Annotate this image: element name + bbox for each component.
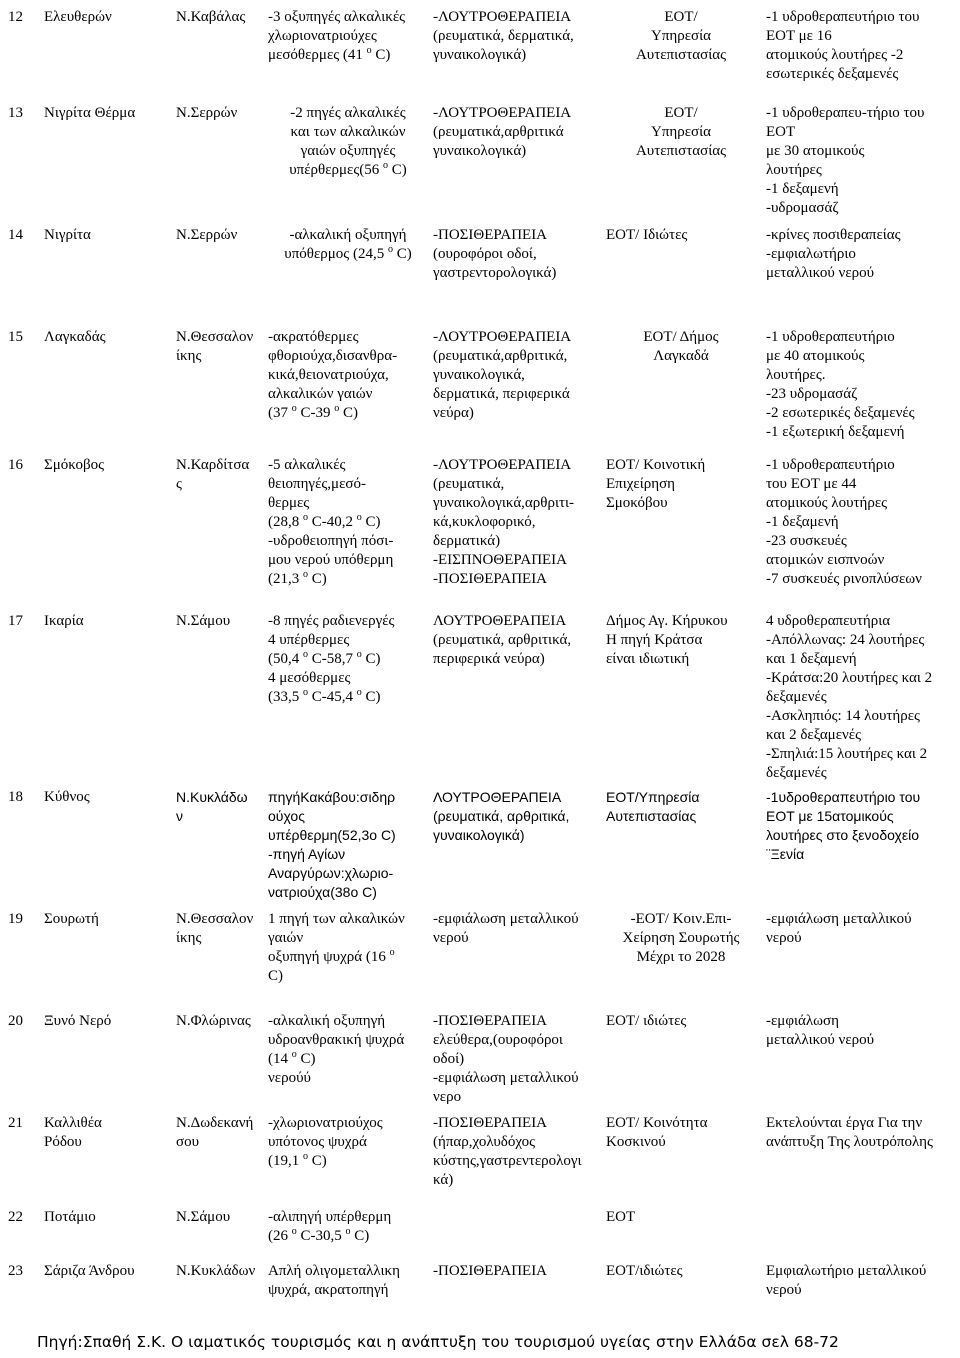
cell-line: (19,1 $^o$ C) — [268, 1151, 327, 1169]
cell-line: Λαγκαδά — [653, 348, 709, 364]
cell-line: 16 — [8, 457, 23, 473]
cell-name — [44, 910, 170, 929]
cell-th — [433, 456, 598, 589]
cell-line: ΛΟΥΤΡΟΘΕΡΑΠΕΙΑ — [433, 789, 562, 805]
cell-line: -ΕΙΣΠΝΟΘΕΡΑΠΕΙΑ — [433, 552, 568, 568]
cell-line: Κύθνος — [44, 789, 90, 805]
cell-line: Ικαρία — [44, 613, 84, 629]
cell-line: -5 αλκαλικές — [268, 457, 346, 473]
cell-line: Ν.Φλώρινας — [176, 1013, 251, 1029]
cell-line: Απλή ολιγομεταλλικη — [268, 1263, 400, 1279]
cell-line: -Σπηλιά:15 λουτήρες και 2 — [766, 746, 928, 762]
cell-line: νερού — [766, 1282, 802, 1298]
cell-line: χλωριονατριούχες — [268, 28, 377, 44]
cell-line: υπέρθερμες(56 $^o$ C) — [289, 160, 407, 178]
cell-line: (ρευματικά,αρθριτικά — [433, 124, 564, 140]
cell-fac — [766, 8, 954, 84]
cell-pref — [176, 1114, 262, 1152]
cell-line: νερού — [433, 930, 469, 946]
cell-fac — [766, 1012, 954, 1050]
cell-line: ατομικούς λουτήρες — [766, 495, 888, 511]
cell-line: -7 συσκευές ρινοπλύσεων — [766, 571, 922, 587]
cell-line: 20 — [8, 1013, 23, 1029]
cell-num — [8, 1114, 36, 1133]
cell-num — [8, 456, 36, 475]
cell-line: Αναργύρων:χλωριο- — [268, 865, 394, 881]
cell-line: Χείρηση Σουρωτής — [622, 930, 740, 946]
cell-line: ατομικούς λουτήρες -2 — [766, 47, 904, 63]
cell-line: ΕΟΤ με 16 — [766, 28, 832, 44]
cell-line: -αλκαλική οξυπηγή — [289, 227, 407, 243]
cell-mgmt — [606, 612, 756, 669]
cell-line: Ν.Σάμου — [176, 1209, 231, 1225]
cell-line: 21 — [8, 1115, 23, 1131]
cell-line: ΕΟΤ — [766, 124, 796, 140]
cell-src — [268, 104, 428, 180]
cell-line: (33,5 $^o$ C-45,4 $^o$ C) — [268, 687, 381, 705]
cell-line: φθοριούχα,δισανθρα- — [268, 348, 398, 364]
cell-line: ΕΟΤ/ Κοινότητα — [606, 1115, 708, 1131]
cell-line: 14 — [8, 227, 23, 243]
cell-line: Κοσκινού — [606, 1134, 666, 1150]
cell-line: υδροανθρακική ψυχρά — [268, 1032, 405, 1048]
cell-line: Λαγκαδάς — [44, 329, 106, 345]
cell-name — [44, 104, 170, 123]
cell-line: ¨Ξενία — [766, 846, 805, 862]
cell-th — [433, 328, 598, 423]
cell-num — [8, 328, 36, 347]
cell-line: -ΠΟΣΙΘΕΡΑΠΕΙΑ — [433, 1013, 548, 1029]
cell-line: δερματικά) — [433, 533, 501, 549]
cell-line: -ΛΟΥΤΡΟΘΕΡΑΠΕΙΑ — [433, 105, 572, 121]
cell-line: 4 υπέρθερμες — [268, 632, 350, 648]
cell-line: ΕΟΤ/ιδιώτες — [606, 1263, 683, 1279]
cell-pref — [176, 1208, 262, 1227]
cell-pref — [176, 8, 262, 27]
cell-line: ΕΟΤ/ Ιδιώτες — [606, 227, 688, 243]
cell-line: -εμφιάλωση μεταλλικού — [433, 911, 579, 927]
cell-line: ίκης — [176, 930, 202, 946]
cell-line: -8 πηγές ραδιενεργές — [268, 613, 395, 629]
cell-line: γυναικολογικά) — [433, 143, 527, 159]
cell-line: (ουροφόροι οδοί, — [433, 246, 537, 262]
cell-th — [433, 788, 598, 845]
cell-line: νερούύ — [268, 1070, 311, 1086]
cell-line: κά) — [433, 1172, 454, 1188]
cell-mgmt — [606, 456, 756, 513]
cell-line: ΕΟΤ/Υπηρεσία — [606, 789, 700, 805]
cell-line: -κρίνες ποσιθεραπείας — [766, 227, 901, 243]
cell-line: νερού — [766, 930, 802, 946]
cell-name — [44, 1208, 170, 1227]
cell-line: κικά,θειονατριούχα, — [268, 367, 389, 383]
cell-line: (ρευματικά, αρθριτικά, — [433, 632, 572, 648]
cell-line: Αυτεπιστασίας — [606, 808, 697, 824]
cell-line: νεύρα) — [433, 405, 474, 421]
cell-line: -Απόλλωνας: 24 λουτήρες — [766, 632, 925, 648]
cell-fac — [766, 104, 954, 218]
cell-line: του ΕΟΤ με 44 — [766, 476, 857, 492]
cell-pref — [176, 612, 262, 631]
cell-line: -ΛΟΥΤΡΟΘΕΡΑΠΕΙΑ — [433, 457, 572, 473]
cell-pref — [176, 788, 262, 826]
cell-line: -ΠΟΣΙΘΕΡΑΠΕΙΑ — [433, 571, 548, 587]
cell-line: υπέρθερμη(52,3ο C) — [268, 827, 396, 843]
cell-mgmt — [606, 1262, 756, 1281]
cell-name — [44, 226, 170, 245]
cell-line: Υπηρεσία — [650, 28, 711, 44]
cell-line: Ν.Θεσσαλον — [176, 329, 254, 345]
cell-name — [44, 8, 170, 27]
cell-line: Ν.Θεσσαλον — [176, 911, 254, 927]
cell-line: ΕΟΤ/ — [664, 9, 698, 25]
cell-name — [44, 1262, 170, 1281]
cell-fac — [766, 612, 954, 783]
cell-src — [268, 788, 428, 902]
cell-line: (ρευματικά, αρθριτικά, — [433, 808, 570, 824]
cell-line: 1 πηγή των αλκαλικών — [268, 911, 405, 927]
cell-pref — [176, 226, 262, 245]
cell-line: Εμφιαλωτήριο μεταλλικού — [766, 1263, 927, 1279]
cell-line: Ν.Σερρών — [176, 227, 238, 243]
cell-line: 12 — [8, 9, 23, 25]
cell-line: περιφερικά νεύρα) — [433, 651, 545, 667]
cell-line: γυναικολογικά) — [433, 47, 527, 63]
cell-line: νερο — [433, 1089, 462, 1105]
cell-line: ΛΟΥΤΡΟΘΕΡΑΠΕΙΑ — [433, 613, 567, 629]
cell-mgmt — [606, 328, 756, 366]
cell-line: (28,8 $^o$ C-40,2 $^o$ C) — [268, 512, 381, 530]
cell-src — [268, 456, 428, 589]
cell-num — [8, 910, 36, 929]
cell-line: Καλλιθέα — [44, 1115, 102, 1131]
cell-line: ΕΟΤ/ ιδιώτες — [606, 1013, 687, 1029]
cell-line: ανάπτυξη Της λουτρόπολης — [766, 1134, 933, 1150]
cell-line: υπότονος ψυχρά — [268, 1134, 367, 1150]
cell-line: γυναικολογικά, — [433, 367, 525, 383]
cell-line: -Ασκληπιός: 14 λουτήρες — [766, 708, 920, 724]
cell-pref — [176, 328, 262, 366]
cell-line: -1υδροθεραπευτήριο του — [766, 789, 921, 805]
cell-line: Υπηρεσία — [650, 124, 711, 140]
cell-name — [44, 1012, 170, 1031]
cell-pref — [176, 1012, 262, 1031]
cell-line: Ν.Δωδεκανή — [176, 1115, 254, 1131]
cell-line: Ν.Καβάλας — [176, 9, 246, 25]
cell-line: -εμφιάλωση μεταλλικού — [433, 1070, 579, 1086]
cell-line: νατριούχα(38ο C) — [268, 884, 377, 900]
cell-line: Ν.Σερρών — [176, 105, 238, 121]
cell-mgmt — [606, 1012, 756, 1031]
cell-src — [268, 1114, 428, 1171]
cell-line: Ν.Κυκλάδων — [176, 1263, 256, 1279]
cell-num — [8, 104, 36, 123]
cell-line: σου — [176, 1134, 200, 1150]
cell-line: Μέχρι το 2028 — [636, 949, 726, 965]
cell-line: Δήμος Αγ. Κήρυκου — [606, 613, 728, 629]
cell-line: Ν.Καρδίτσα — [176, 457, 250, 473]
cell-line: 23 — [8, 1263, 23, 1279]
cell-line: πηγήΚακάβου:σιδηρ — [268, 789, 396, 805]
cell-line: είναι ιδιωτική — [606, 651, 690, 667]
cell-src — [268, 226, 428, 264]
cell-line: -ΠΟΣΙΘΕΡΑΠΕΙΑ — [433, 227, 548, 243]
cell-line: Νιγρίτα Θέρμα — [44, 105, 136, 121]
cell-line: μεταλλικού νερού — [766, 1032, 875, 1048]
cell-num — [8, 1012, 36, 1031]
cell-mgmt — [606, 8, 756, 65]
cell-line: Νιγρίτα — [44, 227, 91, 243]
cell-fac — [766, 328, 954, 442]
cell-num — [8, 226, 36, 245]
cell-line: λουτήρες — [766, 162, 822, 178]
cell-line: -αλιπηγή υπέρθερμη — [268, 1209, 392, 1225]
cell-src — [268, 1262, 428, 1300]
cell-line: -ΕΟΤ/ Κοιν.Επι- — [630, 911, 732, 927]
cell-line: Αυτεπιστασίας — [635, 47, 727, 63]
cell-line: (ρευματικά,αρθριτικά, — [433, 348, 568, 364]
cell-line: -ΠΟΣΙΘΕΡΑΠΕΙΑ — [433, 1115, 548, 1131]
cell-line: εσωτερικές δεξαμενές — [766, 66, 899, 82]
cell-line: θερμες — [268, 495, 310, 511]
cell-line: και 2 δεξαμενές — [766, 727, 862, 743]
cell-line: και 1 δεξαμενή — [766, 651, 857, 667]
cell-th — [433, 612, 598, 669]
cell-line: Ελευθερών — [44, 9, 112, 25]
cell-line: ΕΟΤ με 15ατομικούς — [766, 808, 894, 824]
cell-line: -εμφιάλωση — [766, 1013, 839, 1029]
cell-line: -23 συσκευές — [766, 533, 847, 549]
cell-line: ελεύθερα,(ουροφόροι — [433, 1032, 563, 1048]
cell-src — [268, 910, 428, 986]
cell-pref — [176, 910, 262, 948]
cell-fac — [766, 1114, 954, 1152]
cell-th — [433, 910, 598, 948]
cell-num — [8, 8, 36, 27]
cell-line: ν — [176, 808, 183, 824]
cell-line: Εκτελούνται έργα Για την — [766, 1115, 923, 1131]
cell-line: (50,4 $^o$ C-58,7 $^o$ C) — [268, 649, 381, 667]
cell-line: ς — [176, 476, 182, 492]
cell-line: Ρόδου — [44, 1134, 82, 1150]
cell-fac — [766, 226, 954, 283]
cell-pref — [176, 1262, 262, 1281]
cell-line: Επιχείρηση — [606, 476, 676, 492]
cell-line: ΕΟΤ/ Δήμος — [643, 329, 719, 345]
cell-name — [44, 328, 170, 347]
cell-th — [433, 1012, 598, 1107]
cell-line: (21,3 $^o$ C) — [268, 569, 327, 587]
cell-fac — [766, 910, 954, 948]
cell-line: και των αλκαλικών — [290, 124, 406, 140]
cell-line: Σμόκοβος — [44, 457, 105, 473]
cell-line: -εμφιάλωση μεταλλικού — [766, 911, 912, 927]
cell-line: -εμφιαλωτήριο — [766, 246, 856, 262]
cell-line: -ΠΟΣΙΘΕΡΑΠΕΙΑ — [433, 1263, 548, 1279]
cell-line: -2 πηγές αλκαλικές — [290, 105, 406, 121]
cell-line: κύστης,γαστρεντερολογι — [433, 1153, 582, 1169]
cell-mgmt — [606, 1208, 756, 1227]
cell-line: C) — [268, 968, 283, 984]
cell-line: λουτήρες. — [766, 367, 826, 383]
cell-line: -3 οξυπηγές αλκαλικές — [268, 9, 406, 25]
cell-line: οδοί) — [433, 1051, 465, 1067]
cell-src — [268, 612, 428, 707]
cell-fac — [766, 1262, 954, 1300]
cell-line: θειοπηγές,μεσό- — [268, 476, 366, 492]
cell-line: δεξαμενές — [766, 689, 827, 705]
cell-num — [8, 1262, 36, 1281]
cell-mgmt — [606, 910, 756, 967]
cell-line: ψυχρά, ακρατοπηγή — [268, 1282, 389, 1298]
cell-line: 13 — [8, 105, 23, 121]
cell-line: (ρευματικά, — [433, 476, 505, 492]
cell-mgmt — [606, 226, 756, 245]
cell-fac — [766, 788, 954, 864]
cell-num — [8, 788, 36, 807]
cell-line: γαιών οξυπηγές — [300, 143, 396, 159]
cell-line: μεσόθερμες (41 $^o$ C) — [268, 45, 391, 63]
cell-th — [433, 104, 598, 161]
cell-line: με 30 ατομικούς — [766, 143, 865, 159]
cell-src — [268, 328, 428, 423]
cell-line: γυναικολογικά) — [433, 827, 525, 843]
cell-line: -23 υδρομασάζ — [766, 386, 858, 402]
cell-line: 19 — [8, 911, 23, 927]
cell-line: -1 εξωτερική δεξαμενή — [766, 424, 905, 440]
cell-name — [44, 1114, 170, 1152]
cell-line: γαστρεντορολογικά) — [433, 265, 557, 281]
cell-line: (26 $^o$ C-30,5 $^o$ C) — [268, 1226, 370, 1244]
cell-line: -1 υδροθεραπευτήριο του — [766, 9, 920, 25]
cell-line: αλκαλικών γαιών — [268, 386, 373, 402]
cell-line: -2 εσωτερικές δεξαμενές — [766, 405, 915, 421]
cell-line: λουτήρες στο ξενοδοχείο — [766, 827, 920, 843]
cell-line: (ήπαρ,χολυδόχος — [433, 1134, 536, 1150]
cell-line: 22 — [8, 1209, 23, 1225]
cell-line: μεταλλικού νερού — [766, 265, 875, 281]
cell-line: -χλωριονατριούχος — [268, 1115, 383, 1131]
cell-th — [433, 226, 598, 283]
cell-th — [433, 8, 598, 65]
cell-pref — [176, 456, 262, 494]
cell-line: (14 $^o$ C) — [268, 1049, 316, 1067]
cell-src — [268, 8, 428, 65]
cell-line: ΕΟΤ/ Κοινοτική — [606, 457, 706, 473]
cell-num — [8, 1208, 36, 1227]
cell-name — [44, 456, 170, 475]
cell-pref — [176, 104, 262, 123]
cell-line: με 40 ατομικούς — [766, 348, 865, 364]
cell-name — [44, 612, 170, 631]
cell-line: -Κράτσα:20 λουτήρες και 2 — [766, 670, 933, 686]
cell-line: ΕΟΤ/ — [664, 105, 698, 121]
cell-line: γυναικολογικά,αρθριτι- — [433, 495, 575, 511]
cell-line: 18 — [8, 789, 23, 805]
cell-line: 4 υδροθεραπευτήρια — [766, 613, 891, 629]
cell-line: δεξαμενές — [766, 765, 827, 781]
cell-line: -1 δεξαμενή — [766, 514, 839, 530]
cell-line: μου νερού υπόθερμη — [268, 552, 394, 568]
cell-line: -1 υδροθεραπευ-τήριο του — [766, 105, 925, 121]
cell-line: δερματικά, περιφερικά — [433, 386, 570, 402]
cell-line: ατομικών εισπνοών — [766, 552, 885, 568]
cell-line: Σουρωτή — [44, 911, 99, 927]
cell-line: Σμοκόβου — [606, 495, 668, 511]
cell-src — [268, 1012, 428, 1088]
cell-line: 4 μεσόθερμες — [268, 670, 351, 686]
cell-line: Ποτάμιο — [44, 1209, 96, 1225]
cell-line: -1 υδροθεραπευτήριο — [766, 329, 895, 345]
cell-line: ίκης — [176, 348, 202, 364]
cell-line: -πηγή Αγίων — [268, 846, 346, 862]
cell-mgmt — [606, 104, 756, 161]
cell-line: -ΛΟΥΤΡΟΘΕΡΑΠΕΙΑ — [433, 329, 572, 345]
cell-line: (ρευματικά, δερματικά, — [433, 28, 574, 44]
cell-line: γαιών — [268, 930, 304, 946]
cell-line: υπόθερμος (24,5 $^o$ C) — [284, 244, 412, 262]
cell-line: κά,κυκλοφορικό, — [433, 514, 536, 530]
cell-line: -υδρομασάζ — [766, 200, 839, 216]
cell-mgmt — [606, 1114, 756, 1152]
cell-line: -1 υδροθεραπευτήριο — [766, 457, 895, 473]
cell-line: ΕΟΤ — [606, 1209, 636, 1225]
cell-src — [268, 1208, 428, 1246]
cell-line: Αυτεπιστασίας — [635, 143, 727, 159]
cell-th — [433, 1114, 598, 1190]
cell-th — [433, 1262, 598, 1281]
source-footer: Πηγή:Σπαθή Σ.Κ. Ο ιαματικός τουρισμός και η ανάπτυξη του τουρισμού υγείας στην Ελλάδα σελ 68-72 — [37, 1333, 839, 1351]
cell-line: Ξυνό Νερό — [44, 1013, 112, 1029]
cell-line: οξυπηγή ψυχρά (16 $^o$ — [268, 947, 395, 965]
cell-line: -υδροθειοπηγή πόσι- — [268, 533, 394, 549]
cell-line: Ν.Κυκλάδω — [176, 789, 248, 805]
cell-mgmt — [606, 788, 756, 826]
cell-name — [44, 788, 170, 807]
cell-line: Η πηγή Κράτσα — [606, 632, 703, 648]
cell-line: ούχος — [268, 808, 305, 824]
cell-line: -1 δεξαμενή — [766, 181, 839, 197]
cell-fac — [766, 456, 954, 589]
cell-line: -ακρατόθερμες — [268, 329, 359, 345]
cell-line: Ν.Σάμου — [176, 613, 231, 629]
cell-num — [8, 612, 36, 631]
cell-line: (37 $^o$ C-39 $^o$ C) — [268, 403, 358, 421]
cell-line: 17 — [8, 613, 23, 629]
cell-line: 15 — [8, 329, 23, 345]
cell-line: -ΛΟΥΤΡΟΘΕΡΑΠΕΙΑ — [433, 9, 572, 25]
cell-line: Σάριζα Άνδρου — [44, 1263, 135, 1279]
cell-line: -αλκαλική οξυπηγή — [268, 1013, 386, 1029]
